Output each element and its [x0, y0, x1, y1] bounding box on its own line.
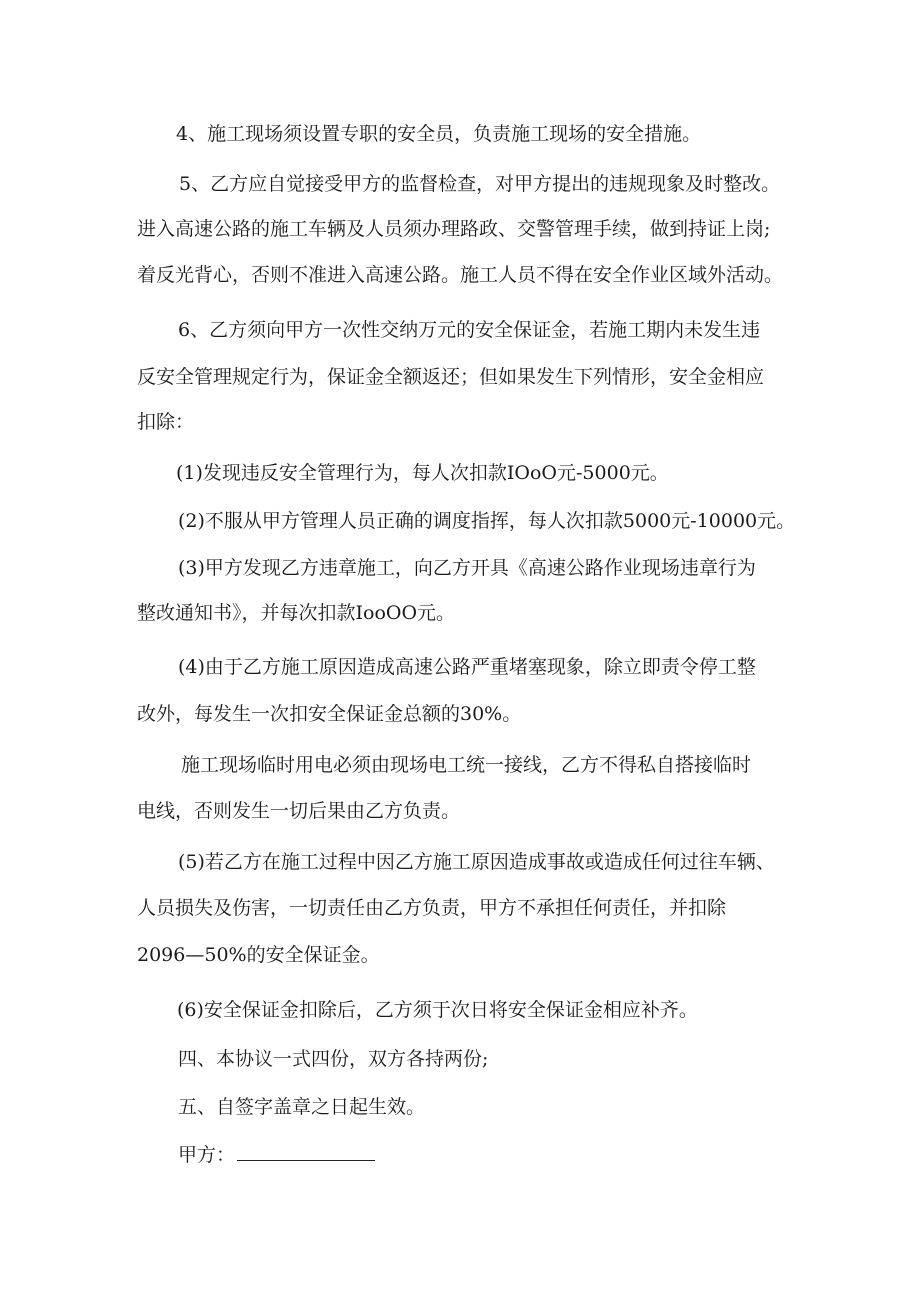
item-5-line-3: 2096—50%的安全保证金。: [137, 944, 380, 966]
clause-6-line-3: 扣除：: [137, 411, 195, 433]
electric-clause-line-2: 电线，否则发生一切后果由乙方负责。: [137, 800, 461, 822]
clause-5-line-1: 5、乙方应自觉接受甲方的监督检查，对甲方提出的违规现象及时整改。: [179, 173, 781, 195]
clause-4: 4、施工现场须设置专职的安全员，负责施工现场的安全措施。: [176, 123, 702, 145]
clause-6-line-2: 反安全管理规定行为，保证金全额返还；但如果发生下列情形，安全金相应: [137, 366, 765, 388]
item-5-line-2: 人员损失及伤害，一切责任由乙方负责，甲方不承担任何责任，并扣除: [137, 897, 727, 919]
section-5: 五、自签字盖章之日起生效。: [178, 1096, 426, 1118]
item-3-line-1: (3)甲方发现乙方违章施工，向乙方开具《高速公路作业现场违章行为: [178, 557, 756, 579]
item-6: (6)安全保证金扣除后，乙方须于次日将安全保证金相应补齐。: [177, 999, 698, 1021]
item-4-line-2: 改外，每发生一次扣安全保证金总额的30%。: [137, 703, 522, 725]
clause-6-line-1: 6、乙方须向甲方一次性交纳万元的安全保证金，若施工期内未发生违: [178, 319, 761, 341]
item-5-line-1: (5)若乙方在施工过程中因乙方施工原因造成事故或造成任何过往车辆、: [178, 851, 775, 873]
signature-blank-line: [237, 1146, 375, 1161]
clause-5-line-2: 进入高速公路的施工车辆及人员须办理路政、交警管理手续，做到持证上岗;: [137, 218, 771, 240]
clause-5-line-3: 着反光背心，否则不准进入高速公路。施工人员不得在安全作业区域外活动。: [137, 264, 784, 286]
electric-clause-line-1: 施工现场临时用电必须由现场电工统一接线，乙方不得私自搭接临时: [181, 754, 752, 776]
signature-label: 甲方：: [178, 1144, 236, 1166]
item-2: (2)不服从甲方管理人员正确的调度指挥，每人次扣款5000元-10000元。: [178, 510, 796, 532]
item-3-line-2: 整改通知书》，并每次扣款IooOO元。: [137, 602, 456, 624]
item-1: (1)发现违反安全管理行为，每人次扣款IOoO元-5000元。: [176, 462, 669, 484]
section-4: 四、本协议一式四份，双方各持两份;: [178, 1048, 489, 1070]
signature-party-a: [178, 1143, 375, 1167]
item-4-line-1: (4)由于乙方施工原因造成高速公路严重堵塞现象，除立即责令停工整: [178, 656, 756, 678]
